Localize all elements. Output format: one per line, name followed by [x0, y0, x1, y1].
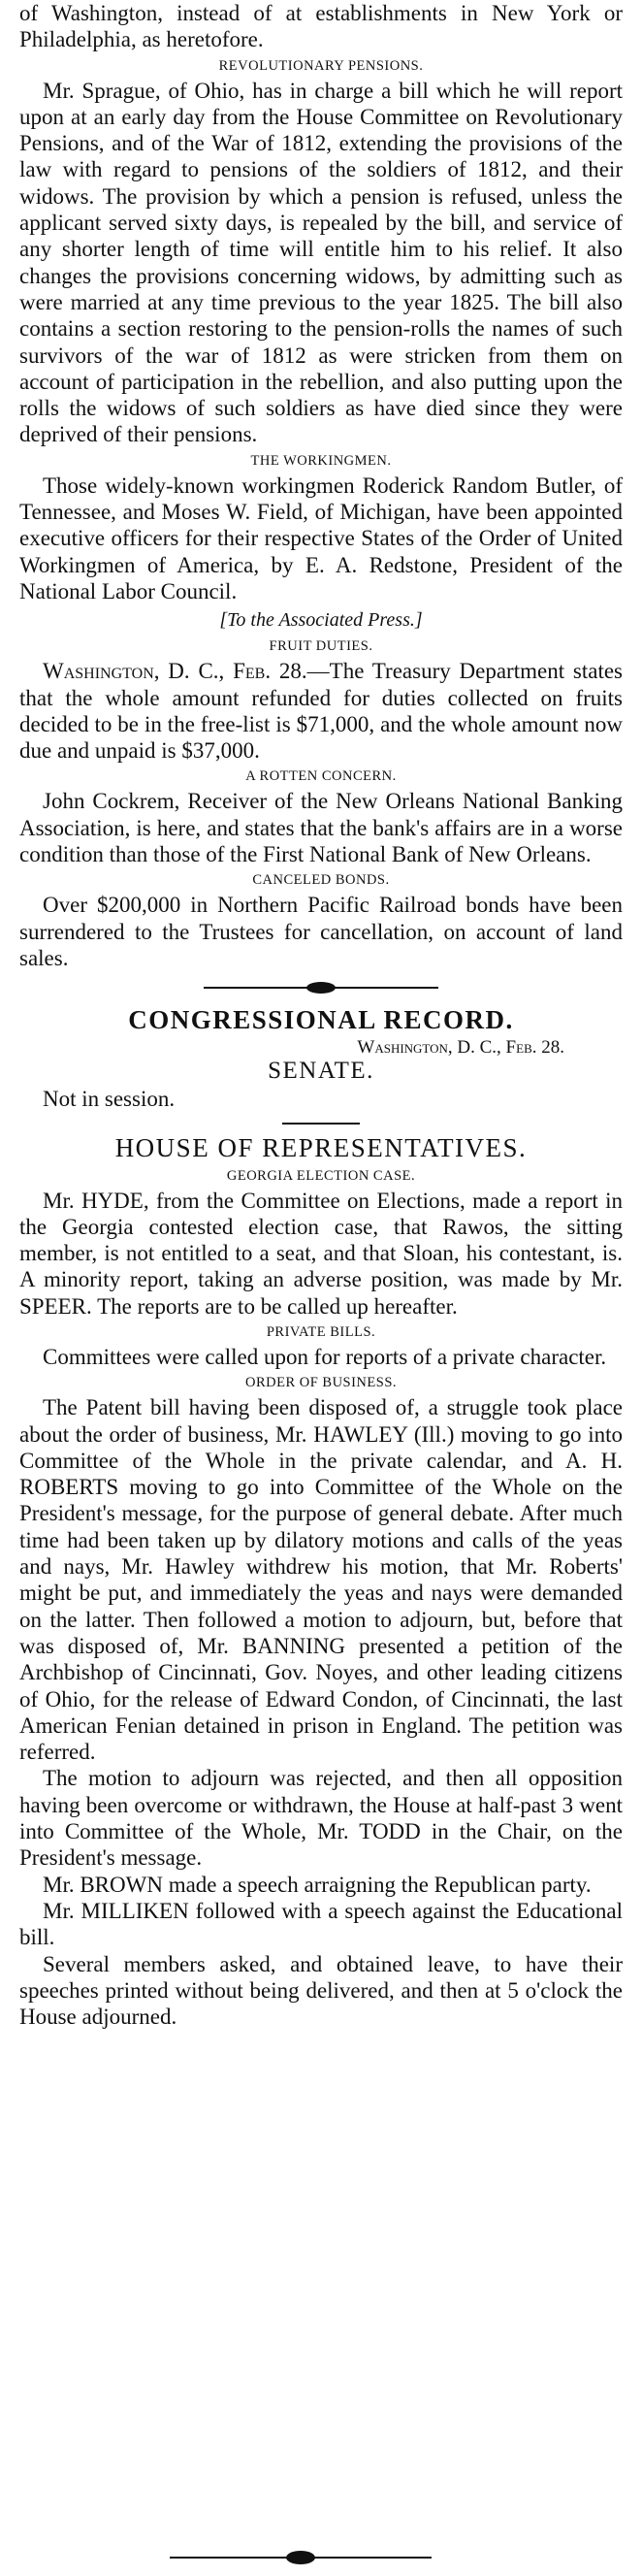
order-paragraph-2: The motion to adjourn was rejected, and then all opposition having been overcome or withdrawn, the House at half-past 3 went into Committee of the Whole, Mr. TODD in the Chair, on the President's message. [19, 1766, 623, 1871]
short-divider [282, 1123, 360, 1125]
canceled-bonds-paragraph: Over $200,000 in Northern Pacific Railroad bonds have been surrendered to the Trustees for cancellation, on account of land sales. [19, 893, 623, 970]
divider-ornament [306, 982, 336, 994]
closing-divider [170, 2546, 432, 2569]
closing-divider-ornament [286, 2551, 315, 2564]
rotten-concern-paragraph: John Cockrem, Receiver of the New Orleans National Banking Association, is here, and states that the bank's affairs are in a worse condition than those of the First National Bank of New Orleans. [19, 789, 623, 867]
record-dateline: Washington, D. C., Feb. 28. [357, 1037, 564, 1059]
house-heading: HOUSE OF REPRESENTATIVES. [114, 1132, 528, 1162]
georgia-election-heading: GEORGIA ELECTION CASE. [226, 1167, 416, 1184]
rotten-concern-heading: A ROTTEN CONCERN. [245, 768, 397, 785]
fruit-duties-paragraph [19, 658, 623, 764]
private-bills-paragraph: Committees were called upon for reports of a private character. [43, 1344, 607, 1369]
private-bills-heading: PRIVATE BILLS. [266, 1323, 376, 1340]
associated-press-credit: [To the Associated Press.] [219, 609, 423, 632]
congressional-record-heading: CONGRESSIONAL RECORD. [128, 1005, 514, 1035]
workingmen-heading: THE WORKINGMEN. [250, 452, 392, 469]
revolutionary-pensions-paragraph: Mr. Sprague, of Ohio, has in charge a bill which he will report upon at an early day from the House Committee on Revolutionary Pensions, and of the War of 1812, extending the provisions of the law with regard to pensions of the soldiers of 1812, and their widows. The provision by which a pension is refused, unless the applicant served sixty days, is repealed by the bill, and service of any shorter length of time will entitle him to his relief. It also changes the provisions concerning widows, by admitting such as were married at any time previous to the year 1825. The bill also contains a section restoring to the pension-rolls the names of such survivors of the war of 1812 as were stricken from them on account of participation in the rebellion, and also putting upon the rolls the widows of such soldiers as have died since they were deprived of their pensions. [19, 78, 623, 447]
order-paragraph-5: Several members asked, and obtained leave, to have their speeches printed without being delivered, and then at 5 o'clock the House adjourned. [19, 1951, 623, 2030]
newspaper-column [19, 0, 623, 2030]
order-paragraph-1: The Patent bill having been disposed of, a struggle took place about the order of business, Mr. HAWLEY (Ill.) moving to go into Committee of the Whole in the private calendar, and A. H. ROBERTS moving to go into Committee of the Whole on the President's message, for the purpose of general debate. After much time had been taken up by dilatory motions and calls of the yeas and nays, Mr. Hawley withdrew his motion, that Mr. Roberts' might be put, and immediately the yeas and nays were demanded on the latter. Then followed a motion to adjourn, but, before that was disposed of, Mr. BANNING presented a petition of the Archbishop of Cincinnati, Gov. Noyes, and other leading citizens of Ohio, for the release of Edward Condon, of Cincinnati, the last American Fenian detained in prison in England. The petition was referred. [19, 1395, 623, 1765]
senate-heading: SENATE. [268, 1058, 374, 1085]
order-paragraph-4: Mr. MILLIKEN followed with a speech against the Educational bill. [19, 1898, 623, 1950]
senate-paragraph: Not in session. [43, 1087, 176, 1112]
canceled-bonds-heading: CANCELED BONDS. [252, 872, 390, 889]
order-paragraph-3: Mr. BROWN made a speech arraigning the Republican party. [43, 1872, 592, 1897]
intro-paragraph: of Washington, instead of at establishments in New York or Philadelphia, as heretofore. [19, 1, 623, 52]
fruit-duties-text: —The Treasury Department states that the whole amount refunded for duties collected on fruits decided to be in the free-list is $71,000, and the whole amount now due and unpaid is $37,000. [19, 659, 623, 764]
revolutionary-pensions-heading: REVOLUTIONARY PENSIONS. [218, 57, 424, 74]
fruit-dateline: Washington, D. C., Feb. 28. [43, 659, 307, 684]
fruit-duties-heading: FRUIT DUTIES. [269, 638, 373, 655]
workingmen-paragraph: Those widely-known workingmen Roderick Random Butler, of Tennessee, and Moses W. Field, of Michigan, have been appointed executive officers for their respective States of the Order of United Workingmen of America, by E. A. Redstone, President of the National Labor Council. [19, 473, 623, 603]
section-divider [19, 975, 623, 1000]
georgia-election-paragraph: Mr. HYDE, from the Committee on Elections, made a report in the Georgia contested election case, that Rawos, the sitting member, is not entitled to a seat, and that Sloan, his contestant, is. A minority report, taking an adverse position, was made by Mr. SPEER. The reports are to be called up hereafter. [19, 1188, 623, 1319]
order-of-business-heading: ORDER OF BUSINESS. [244, 1375, 398, 1391]
